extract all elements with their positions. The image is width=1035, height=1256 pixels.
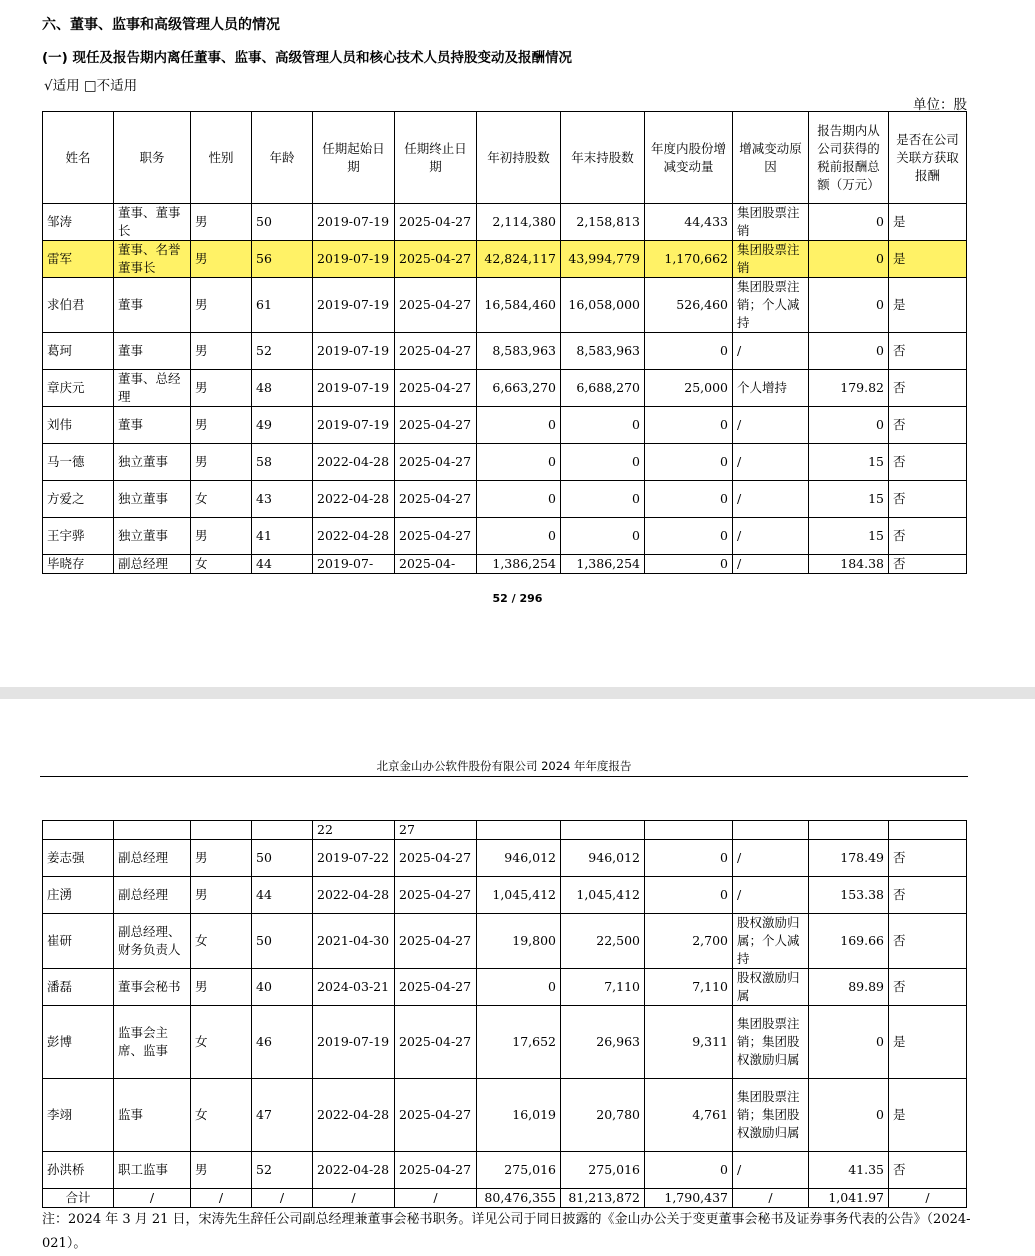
cell-position: 董事、名誉董事长 (114, 241, 191, 278)
cell-shares-change: 9,311 (645, 1006, 733, 1079)
cell-shares-end: 0 (561, 407, 645, 444)
cell-age: 44 (252, 555, 313, 574)
cell-change-reason: / (733, 333, 809, 370)
header-shares-begin: 年初持股数 (477, 112, 561, 204)
cell-related-party-pay: 是 (889, 241, 967, 278)
cell-shares-change: 2,700 (645, 914, 733, 969)
cell-shares-end: 1,386,254 (561, 555, 645, 574)
cell-shares-begin (477, 821, 561, 840)
cell-related-party-pay: 否 (889, 840, 967, 877)
cell-shares-change: 44,433 (645, 204, 733, 241)
cell-related-party-pay: 否 (889, 969, 967, 1006)
cell-related-party-pay: 否 (889, 407, 967, 444)
cell-change-reason: / (733, 481, 809, 518)
cell-shares-change: 0 (645, 877, 733, 914)
cell-term-end: 2025-04- (395, 555, 477, 574)
cell-term-start: 2022-04-28 (313, 444, 395, 481)
table-row (43, 204, 967, 241)
cell-term-start: 2019-07-19 (313, 1006, 395, 1079)
cell-shares-begin: 0 (477, 407, 561, 444)
table-row (43, 518, 967, 555)
total-name: 合计 (43, 1189, 114, 1208)
cell-term-end: 2025-04-27 (395, 914, 477, 969)
cell-term-start: 2022-04-28 (313, 518, 395, 555)
shareholding-table-page2 (42, 820, 967, 1208)
cell-shares-end (561, 821, 645, 840)
table-row (43, 840, 967, 877)
cell-name (43, 821, 114, 840)
cell-related-party-pay: 是 (889, 1079, 967, 1152)
cell-name: 孙洪桥 (43, 1152, 114, 1189)
header-shares-end: 年末持股数 (561, 112, 645, 204)
cell-compensation: 0 (809, 204, 889, 241)
cell-shares-end: 0 (561, 444, 645, 481)
cell-name: 马一德 (43, 444, 114, 481)
cell-change-reason: / (733, 518, 809, 555)
table-row (43, 1006, 967, 1079)
cell-compensation: 169.66 (809, 914, 889, 969)
cell-gender: 男 (191, 241, 252, 278)
cell-shares-change: 0 (645, 333, 733, 370)
cell-shares-end: 946,012 (561, 840, 645, 877)
cell-age: 44 (252, 877, 313, 914)
cell-age: 50 (252, 914, 313, 969)
total-age: / (252, 1189, 313, 1208)
cell-position: 副总经理 (114, 555, 191, 574)
cell-change-reason: / (733, 444, 809, 481)
cell-compensation: 15 (809, 518, 889, 555)
header-position: 职务 (114, 112, 191, 204)
cell-shares-begin: 17,652 (477, 1006, 561, 1079)
cell-shares-end: 275,016 (561, 1152, 645, 1189)
cell-gender: 男 (191, 877, 252, 914)
cell-compensation: 153.38 (809, 877, 889, 914)
cell-compensation: 184.38 (809, 555, 889, 574)
cell-shares-change: 0 (645, 1152, 733, 1189)
cell-term-end: 2025-04-27 (395, 333, 477, 370)
cell-age: 52 (252, 333, 313, 370)
total-related-party-pay: / (889, 1189, 967, 1208)
cell-change-reason: 股权激励归属 (733, 969, 809, 1006)
cell-term-start: 2019-07-19 (313, 370, 395, 407)
table-continuation-row (43, 821, 967, 840)
cell-age: 58 (252, 444, 313, 481)
cell-term-end: 2025-04-27 (395, 1006, 477, 1079)
cell-related-party-pay: 否 (889, 370, 967, 407)
cell-name: 庄湧 (43, 877, 114, 914)
header-compensation: 报告期内从公司获得的税前报酬总额（万元） (809, 112, 889, 204)
cell-term-end: 2025-04-27 (395, 278, 477, 333)
cell-age: 47 (252, 1079, 313, 1152)
cell-position: 独立董事 (114, 444, 191, 481)
cell-related-party-pay: 否 (889, 914, 967, 969)
cell-shares-begin: 19,800 (477, 914, 561, 969)
cell-name: 刘伟 (43, 407, 114, 444)
cell-shares-end: 16,058,000 (561, 278, 645, 333)
cell-shares-end: 6,688,270 (561, 370, 645, 407)
cell-term-end: 2025-04-27 (395, 969, 477, 1006)
cell-age: 50 (252, 840, 313, 877)
cell-change-reason: 集团股票注销；集团股权激励归属 (733, 1006, 809, 1079)
cell-compensation: 0 (809, 333, 889, 370)
cell-shares-begin: 275,016 (477, 1152, 561, 1189)
cell-term-start: 2022-04-28 (313, 1079, 395, 1152)
cell-term-end: 2025-04-27 (395, 370, 477, 407)
cell-compensation: 0 (809, 241, 889, 278)
cell-gender: 男 (191, 333, 252, 370)
shareholding-table-page1 (42, 111, 967, 574)
cell-change-reason: 集团股票注销 (733, 241, 809, 278)
cell-gender: 女 (191, 1006, 252, 1079)
table-header-row (43, 112, 967, 204)
cell-shares-end: 26,963 (561, 1006, 645, 1079)
cell-position: 董事 (114, 278, 191, 333)
running-header: 北京金山办公软件股份有限公司 2024 年年度报告 (40, 758, 968, 777)
cell-position: 副总经理 (114, 877, 191, 914)
cell-related-party-pay: 否 (889, 333, 967, 370)
cell-gender: 男 (191, 444, 252, 481)
cell-shares-begin: 0 (477, 444, 561, 481)
cell-shares-begin: 0 (477, 481, 561, 518)
cell-position: 监事会主席、监事 (114, 1006, 191, 1079)
cell-change-reason: / (733, 877, 809, 914)
cell-shares-end: 1,045,412 (561, 877, 645, 914)
table-row (43, 877, 967, 914)
cell-name: 葛珂 (43, 333, 114, 370)
header-name: 姓名 (43, 112, 114, 204)
cell-term-end: 2025-04-27 (395, 518, 477, 555)
cell-shares-begin: 1,386,254 (477, 555, 561, 574)
cell-name: 毕晓存 (43, 555, 114, 574)
total-compensation: 1,041.97 (809, 1189, 889, 1208)
total-shares-end: 81,213,872 (561, 1189, 645, 1208)
cell-shares-end: 8,583,963 (561, 333, 645, 370)
cell-shares-change: 4,761 (645, 1079, 733, 1152)
footnote: 注：2024 年 3 月 21 日，宋涛先生辞任公司副总经理兼董事会秘书职务。详见公司于同日披露的《金山办公关于变更董事会秘书及证券事务代表的公告》（2024-021）。 (42, 1212, 971, 1251)
cell-related-party-pay: 否 (889, 877, 967, 914)
cell-age: 50 (252, 204, 313, 241)
header-shares-change: 年度内股份增减变动量 (645, 112, 733, 204)
cell-term-end: 27 (395, 821, 477, 840)
cell-related-party-pay: 否 (889, 518, 967, 555)
cell-age: 61 (252, 278, 313, 333)
cell-name: 崔研 (43, 914, 114, 969)
cell-compensation: 0 (809, 1079, 889, 1152)
cell-position: 董事 (114, 407, 191, 444)
cell-name: 雷军 (43, 241, 114, 278)
cell-related-party-pay: 是 (889, 204, 967, 241)
cell-age: 46 (252, 1006, 313, 1079)
cell-gender: 女 (191, 481, 252, 518)
cell-age: 49 (252, 407, 313, 444)
total-term-end: / (395, 1189, 477, 1208)
cell-name: 章庆元 (43, 370, 114, 407)
table-row (43, 241, 967, 278)
cell-term-start: 2022-04-28 (313, 877, 395, 914)
cell-position: 独立董事 (114, 481, 191, 518)
cell-shares-end: 43,994,779 (561, 241, 645, 278)
cell-gender: 男 (191, 840, 252, 877)
cell-term-end: 2025-04-27 (395, 241, 477, 278)
cell-compensation: 0 (809, 278, 889, 333)
cell-compensation: 89.89 (809, 969, 889, 1006)
cell-term-start: 2019-07- (313, 555, 395, 574)
cell-term-start: 2022-04-28 (313, 1152, 395, 1189)
cell-shares-change: 0 (645, 407, 733, 444)
cell-term-end: 2025-04-27 (395, 481, 477, 518)
cell-position: 副总经理、财务负责人 (114, 914, 191, 969)
header-change-reason: 增减变动原因 (733, 112, 809, 204)
cell-name: 姜志强 (43, 840, 114, 877)
cell-term-start: 22 (313, 821, 395, 840)
cell-gender (191, 821, 252, 840)
cell-age (252, 821, 313, 840)
total-change-reason: / (733, 1189, 809, 1208)
cell-shares-change: 0 (645, 444, 733, 481)
table-row (43, 481, 967, 518)
table-row (43, 444, 967, 481)
cell-gender: 女 (191, 914, 252, 969)
total-term-start: / (313, 1189, 395, 1208)
header-related-party-pay: 是否在公司关联方获取报酬 (889, 112, 967, 204)
cell-name: 李翊 (43, 1079, 114, 1152)
table-row (43, 278, 967, 333)
cell-shares-change: 0 (645, 555, 733, 574)
cell-compensation: 178.49 (809, 840, 889, 877)
cell-term-start: 2021-04-30 (313, 914, 395, 969)
cell-term-start: 2019-07-19 (313, 278, 395, 333)
cell-position: 董事会秘书 (114, 969, 191, 1006)
cell-position: 董事、董事长 (114, 204, 191, 241)
applicability-checkboxes: √适用 □不适用 (44, 78, 138, 94)
cell-gender: 男 (191, 518, 252, 555)
cell-position: 独立董事 (114, 518, 191, 555)
cell-term-start: 2024-03-21 (313, 969, 395, 1006)
cell-term-end: 2025-04-27 (395, 1079, 477, 1152)
cell-shares-end: 22,500 (561, 914, 645, 969)
cell-change-reason: / (733, 1152, 809, 1189)
cell-term-start: 2019-07-19 (313, 333, 395, 370)
cell-related-party-pay: 否 (889, 1152, 967, 1189)
table-row (43, 370, 967, 407)
cell-shares-begin: 946,012 (477, 840, 561, 877)
cell-related-party-pay: 否 (889, 481, 967, 518)
cell-change-reason: / (733, 840, 809, 877)
cell-term-end: 2025-04-27 (395, 444, 477, 481)
header-age: 年龄 (252, 112, 313, 204)
cell-term-end: 2025-04-27 (395, 1152, 477, 1189)
cell-name: 彭博 (43, 1006, 114, 1079)
cell-shares-change: 0 (645, 840, 733, 877)
cell-shares-begin: 2,114,380 (477, 204, 561, 241)
total-shares-change: 1,790,437 (645, 1189, 733, 1208)
cell-position: 董事、总经理 (114, 370, 191, 407)
cell-change-reason: 个人增持 (733, 370, 809, 407)
cell-related-party-pay: 是 (889, 1006, 967, 1079)
cell-gender: 女 (191, 1079, 252, 1152)
total-position: / (114, 1189, 191, 1208)
cell-compensation: 179.82 (809, 370, 889, 407)
cell-position: 董事 (114, 333, 191, 370)
cell-term-start: 2022-04-28 (313, 481, 395, 518)
cell-name: 潘磊 (43, 969, 114, 1006)
cell-shares-begin: 1,045,412 (477, 877, 561, 914)
header-term-start: 任期起始日期 (313, 112, 395, 204)
cell-compensation: 0 (809, 407, 889, 444)
cell-shares-change: 1,170,662 (645, 241, 733, 278)
cell-age: 48 (252, 370, 313, 407)
table-row (43, 1079, 967, 1152)
cell-name: 邹涛 (43, 204, 114, 241)
cell-change-reason: 集团股票注销；个人减持 (733, 278, 809, 333)
section-title: 六、董事、监事和高级管理人员的情况 (42, 17, 280, 33)
cell-gender: 男 (191, 370, 252, 407)
cell-shares-change: 0 (645, 481, 733, 518)
total-shares-begin: 80,476,355 (477, 1189, 561, 1208)
header-term-end: 任期终止日期 (395, 112, 477, 204)
cell-term-start: 2019-07-19 (313, 204, 395, 241)
cell-name: 求伯君 (43, 278, 114, 333)
cell-shares-end: 0 (561, 481, 645, 518)
total-gender: / (191, 1189, 252, 1208)
cell-compensation: 15 (809, 444, 889, 481)
total-row (43, 1189, 967, 1208)
cell-term-end: 2025-04-27 (395, 840, 477, 877)
cell-shares-begin: 6,663,270 (477, 370, 561, 407)
cell-shares-change: 0 (645, 518, 733, 555)
cell-name: 方爱之 (43, 481, 114, 518)
cell-age: 41 (252, 518, 313, 555)
cell-gender: 男 (191, 407, 252, 444)
cell-name: 王宇骅 (43, 518, 114, 555)
cell-gender: 男 (191, 969, 252, 1006)
cell-shares-begin: 16,019 (477, 1079, 561, 1152)
cell-position (114, 821, 191, 840)
cell-change-reason: 集团股票注销 (733, 204, 809, 241)
cell-shares-change: 25,000 (645, 370, 733, 407)
page-number: 52 / 296 (492, 592, 543, 605)
table-row (43, 407, 967, 444)
cell-shares-begin: 42,824,117 (477, 241, 561, 278)
header-gender: 性别 (191, 112, 252, 204)
cell-term-end: 2025-04-27 (395, 877, 477, 914)
cell-related-party-pay: 否 (889, 444, 967, 481)
cell-age: 43 (252, 481, 313, 518)
cell-related-party-pay (889, 821, 967, 840)
cell-age: 56 (252, 241, 313, 278)
cell-gender: 女 (191, 555, 252, 574)
cell-age: 40 (252, 969, 313, 1006)
cell-compensation: 41.35 (809, 1152, 889, 1189)
cell-shares-change (645, 821, 733, 840)
cell-change-reason: / (733, 407, 809, 444)
cell-compensation: 15 (809, 481, 889, 518)
cell-gender: 男 (191, 1152, 252, 1189)
cell-compensation (809, 821, 889, 840)
cell-related-party-pay: 否 (889, 555, 967, 574)
cell-term-end: 2025-04-27 (395, 407, 477, 444)
cell-change-reason (733, 821, 809, 840)
cell-shares-end: 7,110 (561, 969, 645, 1006)
cell-shares-end: 0 (561, 518, 645, 555)
table-row (43, 914, 967, 969)
cell-change-reason: / (733, 555, 809, 574)
cell-term-start: 2019-07-19 (313, 407, 395, 444)
cell-shares-begin: 0 (477, 518, 561, 555)
cell-shares-change: 7,110 (645, 969, 733, 1006)
cell-shares-begin: 8,583,963 (477, 333, 561, 370)
cell-shares-end: 2,158,813 (561, 204, 645, 241)
cell-age: 52 (252, 1152, 313, 1189)
cell-position: 监事 (114, 1079, 191, 1152)
table-row (43, 333, 967, 370)
unit-label: 单位：股 (913, 97, 967, 113)
subsection-title: (一) 现任及报告期内离任董事、监事、高级管理人员和核心技术人员持股变动及报酬情况 (42, 50, 573, 66)
table-row (43, 1152, 967, 1189)
cell-related-party-pay: 是 (889, 278, 967, 333)
cell-term-start: 2019-07-22 (313, 840, 395, 877)
cell-change-reason: 集团股票注销；集团股权激励归属 (733, 1079, 809, 1152)
cell-change-reason: 股权激励归属；个人减持 (733, 914, 809, 969)
page-separator (0, 687, 1035, 699)
table-row (43, 969, 967, 1006)
cell-shares-begin: 16,584,460 (477, 278, 561, 333)
cell-position: 职工监事 (114, 1152, 191, 1189)
cell-term-end: 2025-04-27 (395, 204, 477, 241)
cell-gender: 男 (191, 204, 252, 241)
cell-term-start: 2019-07-19 (313, 241, 395, 278)
cell-shares-change: 526,460 (645, 278, 733, 333)
cell-compensation: 0 (809, 1006, 889, 1079)
cell-shares-begin: 0 (477, 969, 561, 1006)
cell-shares-end: 20,780 (561, 1079, 645, 1152)
cell-position: 副总经理 (114, 840, 191, 877)
cell-gender: 男 (191, 278, 252, 333)
table-row (43, 555, 967, 574)
